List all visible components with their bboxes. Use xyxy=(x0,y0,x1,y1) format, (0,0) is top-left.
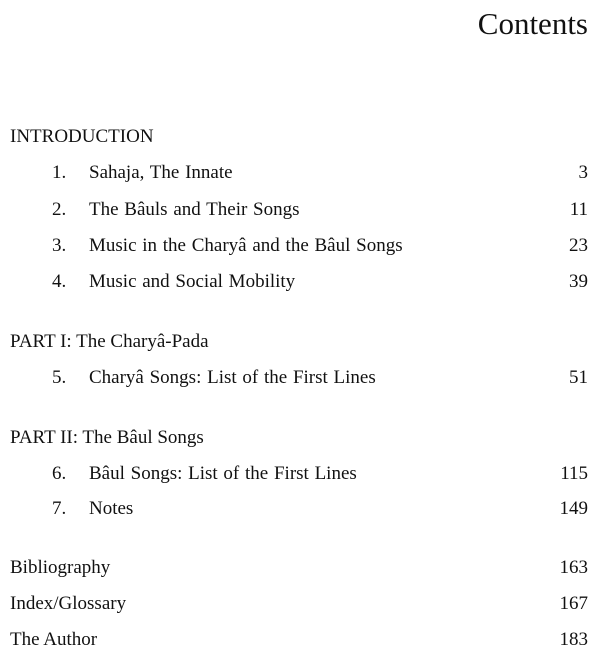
entry-title: Notes xyxy=(89,498,134,519)
toc-section xyxy=(10,124,588,150)
entry-number: 1. xyxy=(52,162,67,183)
entry-number: 2. xyxy=(52,199,67,220)
entry-number: 7. xyxy=(52,498,67,519)
entry-title: Index/Glossary xyxy=(10,593,127,614)
entry-number: 3. xyxy=(52,235,67,256)
toc-section xyxy=(10,425,588,451)
toc-section xyxy=(10,555,588,581)
toc-entry xyxy=(0,461,588,487)
entry-title: Bibliography xyxy=(10,557,111,578)
toc-section xyxy=(10,591,588,617)
toc-section xyxy=(10,627,588,653)
page-number: 39 xyxy=(569,271,588,292)
page-number: 115 xyxy=(560,463,588,484)
toc-entry xyxy=(0,197,588,223)
entry-title: PART II: The Bâul Songs xyxy=(10,427,204,448)
entry-title: Bâul Songs: List of the First Lines xyxy=(89,463,357,484)
entry-title: Music and Social Mobility xyxy=(89,271,296,292)
entry-title: Music in the Charyâ and the Bâul Songs xyxy=(89,235,403,256)
toc-entry xyxy=(0,496,588,522)
page-number: 51 xyxy=(569,367,588,388)
toc-entry xyxy=(0,233,588,259)
entry-number: 6. xyxy=(52,463,67,484)
page-number: 23 xyxy=(569,235,588,256)
entry-number: 5. xyxy=(52,367,67,388)
page-number: 3 xyxy=(578,162,588,183)
entry-number: 4. xyxy=(52,271,67,292)
page-number: 183 xyxy=(559,629,588,650)
page-number: 167 xyxy=(559,593,588,614)
toc-entry xyxy=(0,269,588,295)
page-number: 149 xyxy=(559,498,588,519)
entry-title: INTRODUCTION xyxy=(10,126,154,147)
entry-title: PART I: The Charyâ-Pada xyxy=(10,331,209,352)
page-number: 163 xyxy=(559,557,588,578)
toc-entry xyxy=(0,160,588,186)
page-number: 11 xyxy=(569,199,588,220)
entry-title: The Bâuls and Their Songs xyxy=(89,199,300,220)
entry-title: Sahaja, The Innate xyxy=(89,162,233,183)
entry-title: The Author xyxy=(10,629,98,650)
entry-title: Charyâ Songs: List of the First Lines xyxy=(89,367,376,388)
toc-entry xyxy=(0,365,588,391)
toc-section xyxy=(10,329,588,355)
page-title: Contents xyxy=(477,6,588,41)
